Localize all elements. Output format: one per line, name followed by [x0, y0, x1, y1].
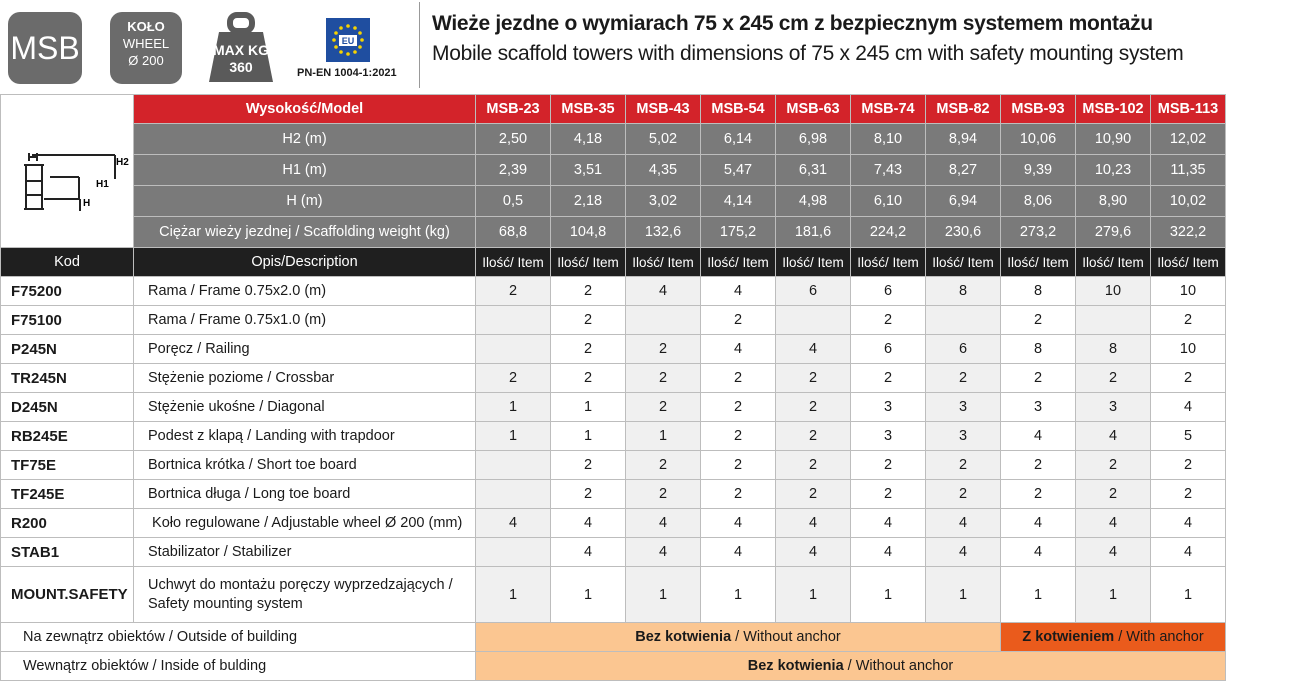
item-quantity: 4: [1001, 422, 1076, 451]
item-quantity: 4: [476, 509, 551, 538]
tower-diagram-icon: [2, 99, 133, 239]
model-name: MSB-74: [851, 95, 926, 124]
spec-value: 68,8: [476, 217, 551, 248]
item-code: TF245E: [1, 480, 134, 509]
item-quantity: 2: [701, 393, 776, 422]
item-row: [1, 277, 1226, 306]
h2-label: H2: [115, 157, 129, 168]
spec-value: 4,98: [776, 186, 851, 217]
outside-label: [1, 623, 476, 652]
item-row: [1, 538, 1226, 567]
item-quantity: [776, 306, 851, 335]
item-quantity: 4: [1076, 509, 1151, 538]
norm-label: PN-EN 1004-1:2021: [297, 67, 397, 79]
quantity-header: Ilość/ Item: [626, 248, 701, 277]
item-row: [1, 364, 1226, 393]
brand-label: MSB: [10, 29, 80, 66]
model-header: Wysokość/Model: [134, 95, 476, 124]
with-anchor-pl: Z kotwieniem: [1022, 629, 1115, 645]
spec-value: 6,31: [776, 155, 851, 186]
item-description-en: Safety mounting system: [148, 595, 303, 612]
with-anchor-en: / With anchor: [1114, 629, 1204, 645]
model-name: MSB-23: [476, 95, 551, 124]
brand-badge: [8, 12, 82, 84]
spec-value: 6,94: [926, 186, 1001, 217]
model-name: MSB-63: [776, 95, 851, 124]
item-quantity: 2: [1151, 364, 1226, 393]
item-row: [1, 393, 1226, 422]
item-quantity: 4: [551, 509, 626, 538]
item-quantity: 2: [776, 480, 851, 509]
spec-value: 3,51: [551, 155, 626, 186]
item-quantity: 4: [1001, 538, 1076, 567]
quantity-header: Ilość/ Item: [1151, 248, 1226, 277]
inside-label-en: / Inside of bulding: [148, 658, 267, 674]
item-quantity: 4: [776, 509, 851, 538]
item-quantity: 6: [776, 277, 851, 306]
item-quantity: 6: [851, 277, 926, 306]
item-quantity: 1: [626, 422, 701, 451]
spec-value: 8,94: [926, 124, 1001, 155]
item-quantity: 2: [776, 422, 851, 451]
item-quantity: [476, 538, 551, 567]
item-quantity: 1: [926, 567, 1001, 623]
item-row: [1, 480, 1226, 509]
item-quantity: 4: [926, 509, 1001, 538]
item-quantity: 4: [776, 335, 851, 364]
spec-value: 4,35: [626, 155, 701, 186]
model-name: MSB-82: [926, 95, 1001, 124]
item-quantity: 2: [926, 480, 1001, 509]
item-quantity: 1: [776, 567, 851, 623]
spec-value: 8,27: [926, 155, 1001, 186]
h-label: H: [82, 198, 90, 209]
model-name: MSB-54: [701, 95, 776, 124]
item-quantity: 2: [551, 277, 626, 306]
item-quantity: 2: [626, 480, 701, 509]
item-quantity: 4: [851, 538, 926, 567]
item-quantity: 2: [626, 335, 701, 364]
item-code: TR245N: [1, 364, 134, 393]
inside-label-pl: Wewnątrz obiektów: [23, 658, 149, 674]
wheel-badge: [110, 12, 182, 84]
item-quantity: 4: [551, 538, 626, 567]
spec-value: 10,90: [1076, 124, 1151, 155]
item-row: [1, 451, 1226, 480]
item-quantity: [476, 306, 551, 335]
item-quantity: 2: [1001, 451, 1076, 480]
item-quantity: 4: [701, 335, 776, 364]
item-quantity: 1: [701, 567, 776, 623]
spec-value: 0,5: [476, 186, 551, 217]
item-quantity: 8: [1001, 335, 1076, 364]
item-quantity: 2: [851, 451, 926, 480]
item-code: MOUNT.SAFETY: [1, 567, 134, 623]
item-quantity: 1: [1076, 567, 1151, 623]
wheel-label-pl: KOŁO: [127, 19, 165, 34]
spec-value: 104,8: [551, 217, 626, 248]
item-quantity: 2: [701, 306, 776, 335]
without-anchor-pl: Bez kotwienia: [747, 658, 844, 674]
item-description: Rama / Frame 0.75x1.0 (m): [134, 306, 476, 335]
item-quantity: 8: [1076, 335, 1151, 364]
item-row: [1, 335, 1226, 364]
item-quantity: 8: [926, 277, 1001, 306]
item-quantity: 1: [1001, 567, 1076, 623]
quantity-header: Ilość/ Item: [476, 248, 551, 277]
spec-value: 9,39: [1001, 155, 1076, 186]
model-header-row: [1, 95, 1226, 124]
item-quantity: 1: [551, 567, 626, 623]
item-quantity: 2: [476, 277, 551, 306]
spec-value: 181,6: [776, 217, 851, 248]
spec-value: 4,18: [551, 124, 626, 155]
spec-value: 6,10: [851, 186, 926, 217]
item-description: Stabilizator / Stabilizer: [134, 538, 476, 567]
item-code: TF75E: [1, 451, 134, 480]
item-quantity: 2: [926, 451, 1001, 480]
item-quantity: 2: [701, 422, 776, 451]
item-quantity: 4: [851, 509, 926, 538]
item-quantity: 10: [1151, 277, 1226, 306]
spec-value: 11,35: [1151, 155, 1226, 186]
without-anchor-cell: [476, 623, 1001, 652]
item-quantity: 4: [1076, 422, 1151, 451]
without-anchor-pl: Bez kotwienia: [635, 629, 732, 645]
item-description: Rama / Frame 0.75x2.0 (m): [134, 277, 476, 306]
description-header: Opis/Description: [134, 248, 476, 277]
item-quantity: 2: [551, 306, 626, 335]
eu-flag-icon: [326, 18, 370, 62]
spec-value: 2,18: [551, 186, 626, 217]
item-row: [1, 422, 1226, 451]
page-title-en: Mobile scaffold towers with dimensions of 75 x 245 cm with safety mounting system: [432, 42, 1184, 65]
outside-row: [1, 623, 1226, 652]
item-row: [1, 306, 1226, 335]
outside-label-pl: Na zewnątrz obiektów: [23, 629, 165, 645]
item-quantity: 1: [476, 567, 551, 623]
max-weight-label: MAX KG: [213, 42, 269, 58]
item-code: F75200: [1, 277, 134, 306]
spec-row: [1, 124, 1226, 155]
item-quantity: 3: [1001, 393, 1076, 422]
item-code: RB245E: [1, 422, 134, 451]
without-anchor-en: / Without anchor: [843, 658, 954, 674]
header-divider: [419, 2, 420, 88]
spec-value: 6,98: [776, 124, 851, 155]
item-quantity: 2: [551, 364, 626, 393]
item-quantity: 2: [1076, 451, 1151, 480]
item-quantity: 2: [851, 480, 926, 509]
spec-value: 132,6: [626, 217, 701, 248]
spec-value: 224,2: [851, 217, 926, 248]
item-quantity: 2: [551, 480, 626, 509]
item-quantity: 1: [626, 567, 701, 623]
item-quantity: 2: [776, 364, 851, 393]
item-quantity: 1: [551, 422, 626, 451]
spec-value: 12,02: [1151, 124, 1226, 155]
inside-without-anchor-cell: [476, 652, 1226, 681]
item-quantity: 2: [1076, 364, 1151, 393]
item-code: R200: [1, 509, 134, 538]
h1-label: H1: [95, 179, 109, 190]
item-description: Stężenie poziome / Crossbar: [134, 364, 476, 393]
item-quantity: 6: [851, 335, 926, 364]
item-quantity: 2: [701, 480, 776, 509]
quantity-header: Ilość/ Item: [1001, 248, 1076, 277]
item-quantity: [476, 480, 551, 509]
item-quantity: [476, 335, 551, 364]
item-description: [134, 567, 476, 623]
item-quantity: 2: [1151, 480, 1226, 509]
spec-value: 230,6: [926, 217, 1001, 248]
item-quantity: 2: [1001, 480, 1076, 509]
item-quantity: 1: [551, 393, 626, 422]
item-quantity: 1: [476, 393, 551, 422]
item-quantity: 3: [926, 393, 1001, 422]
item-quantity: 4: [1151, 509, 1226, 538]
spec-value: 6,14: [701, 124, 776, 155]
item-quantity: 2: [1151, 451, 1226, 480]
spec-table: [0, 94, 1226, 681]
page-title-pl: Wieże jezdne o wymiarach 75 x 245 cm z bezpiecznym systemem montażu: [432, 12, 1153, 35]
item-quantity: 2: [551, 451, 626, 480]
item-quantity: 2: [1076, 480, 1151, 509]
item-quantity: 10: [1151, 335, 1226, 364]
item-quantity: 4: [1001, 509, 1076, 538]
without-anchor-en: / Without anchor: [731, 629, 841, 645]
spec-value: 10,02: [1151, 186, 1226, 217]
spec-value: 3,02: [626, 186, 701, 217]
outside-label-en: / Outside of building: [164, 629, 298, 645]
mount-safety-row: [1, 567, 1226, 623]
item-code: P245N: [1, 335, 134, 364]
item-quantity: 10: [1076, 277, 1151, 306]
item-quantity: 8: [1001, 277, 1076, 306]
spec-label: Ciężar wieży jezdnej / Scaffolding weight (kg): [134, 217, 476, 248]
item-description: Stężenie ukośne / Diagonal: [134, 393, 476, 422]
item-quantity: 2: [776, 451, 851, 480]
item-description: Podest z klapą / Landing with trapdoor: [134, 422, 476, 451]
item-quantity: 2: [626, 393, 701, 422]
item-quantity: 2: [476, 364, 551, 393]
quantity-header: Ilość/ Item: [851, 248, 926, 277]
spec-label: H2 (m): [134, 124, 476, 155]
spec-value: 7,43: [851, 155, 926, 186]
quantity-header: Ilość/ Item: [926, 248, 1001, 277]
inside-label: [1, 652, 476, 681]
tower-diagram: [1, 95, 134, 248]
spec-label: H1 (m): [134, 155, 476, 186]
item-quantity: 3: [1076, 393, 1151, 422]
item-quantity: 3: [851, 393, 926, 422]
spec-value: 8,10: [851, 124, 926, 155]
item-quantity: 4: [626, 538, 701, 567]
item-quantity: 4: [926, 538, 1001, 567]
item-quantity: 4: [701, 509, 776, 538]
item-quantity: 2: [1001, 306, 1076, 335]
item-quantity: 3: [926, 422, 1001, 451]
item-description: Koło regulowane / Adjustable wheel Ø 200 (mm): [134, 509, 476, 538]
spec-value: 8,90: [1076, 186, 1151, 217]
item-code: F75100: [1, 306, 134, 335]
eu-label: EU: [341, 36, 355, 46]
column-header-row: [1, 248, 1226, 277]
code-header: Kod: [1, 248, 134, 277]
item-quantity: 4: [626, 277, 701, 306]
spec-row: [1, 186, 1226, 217]
item-quantity: 4: [701, 277, 776, 306]
item-quantity: 4: [1151, 538, 1226, 567]
item-quantity: [626, 306, 701, 335]
wheel-size: Ø 200: [128, 53, 164, 68]
spec-value: 175,2: [701, 217, 776, 248]
item-quantity: 4: [701, 538, 776, 567]
quantity-header: Ilość/ Item: [1076, 248, 1151, 277]
item-quantity: 2: [1001, 364, 1076, 393]
item-quantity: 1: [851, 567, 926, 623]
item-quantity: 4: [1076, 538, 1151, 567]
spec-value: 2,39: [476, 155, 551, 186]
spec-value: 4,14: [701, 186, 776, 217]
spec-value: 279,6: [1076, 217, 1151, 248]
item-quantity: [476, 451, 551, 480]
item-quantity: [1076, 306, 1151, 335]
spec-row: [1, 217, 1226, 248]
item-code: STAB1: [1, 538, 134, 567]
item-description: Poręcz / Railing: [134, 335, 476, 364]
model-name: MSB-102: [1076, 95, 1151, 124]
item-quantity: 2: [701, 451, 776, 480]
item-row: [1, 509, 1226, 538]
model-name: MSB-35: [551, 95, 626, 124]
model-name: MSB-113: [1151, 95, 1226, 124]
item-quantity: 5: [1151, 422, 1226, 451]
item-quantity: 2: [851, 306, 926, 335]
spec-value: 10,06: [1001, 124, 1076, 155]
spec-value: 322,2: [1151, 217, 1226, 248]
inside-row: [1, 652, 1226, 681]
item-quantity: 2: [926, 364, 1001, 393]
item-quantity: 1: [1151, 567, 1226, 623]
item-quantity: 2: [776, 393, 851, 422]
max-weight-value: 360: [229, 59, 253, 75]
model-name: MSB-93: [1001, 95, 1076, 124]
with-anchor-cell: [1001, 623, 1226, 652]
item-quantity: 2: [1151, 306, 1226, 335]
max-weight-badge: [205, 12, 277, 84]
quantity-header: Ilość/ Item: [776, 248, 851, 277]
spec-value: 5,47: [701, 155, 776, 186]
item-quantity: 6: [926, 335, 1001, 364]
spec-label: H (m): [134, 186, 476, 217]
item-description: Bortnica krótka / Short toe board: [134, 451, 476, 480]
spec-value: 10,23: [1076, 155, 1151, 186]
item-quantity: 4: [626, 509, 701, 538]
spec-value: 5,02: [626, 124, 701, 155]
spec-row: [1, 155, 1226, 186]
item-description: Bortnica długa / Long toe board: [134, 480, 476, 509]
item-quantity: 2: [701, 364, 776, 393]
item-quantity: 3: [851, 422, 926, 451]
item-quantity: 4: [776, 538, 851, 567]
item-quantity: 2: [551, 335, 626, 364]
item-code: D245N: [1, 393, 134, 422]
item-quantity: [926, 306, 1001, 335]
item-quantity: 2: [851, 364, 926, 393]
quantity-header: Ilość/ Item: [551, 248, 626, 277]
item-description-pl: Uchwyt do montażu poręczy wyprzedzających /: [148, 576, 453, 593]
spec-value: 8,06: [1001, 186, 1076, 217]
spec-value: 2,50: [476, 124, 551, 155]
item-quantity: 1: [476, 422, 551, 451]
wheel-label-en: WHEEL: [122, 36, 170, 51]
item-quantity: 2: [626, 364, 701, 393]
quantity-header: Ilość/ Item: [701, 248, 776, 277]
item-quantity: 2: [626, 451, 701, 480]
item-quantity: 4: [1151, 393, 1226, 422]
spec-value: 273,2: [1001, 217, 1076, 248]
model-name: MSB-43: [626, 95, 701, 124]
